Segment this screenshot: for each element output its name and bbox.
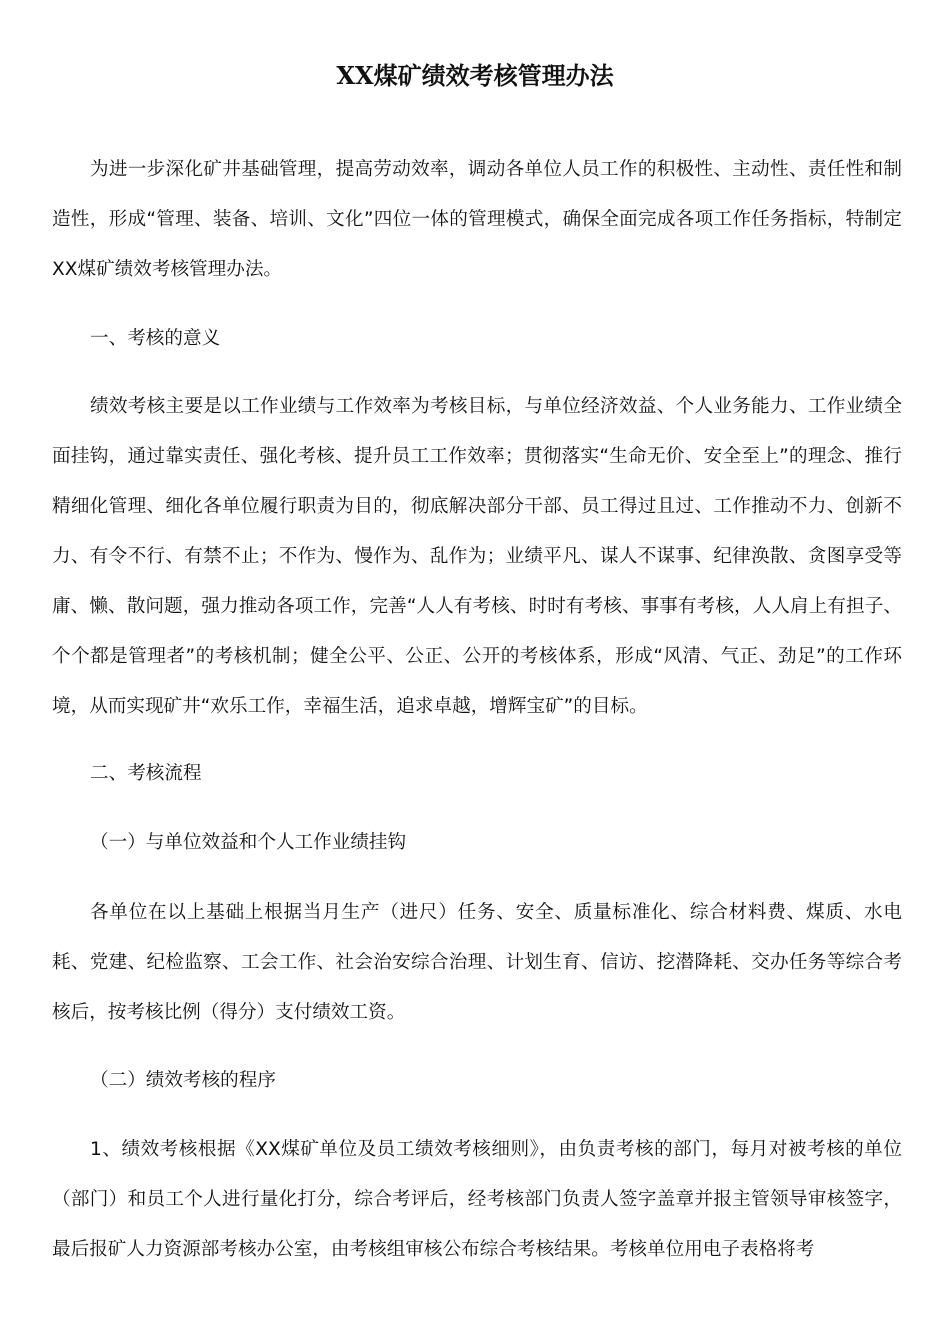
section-heading-significance: 一、考核的意义	[90, 328, 221, 349]
subsection-heading-procedure: （二）绩效考核的程序	[90, 1070, 276, 1091]
subsection-heading-linkage: （一）与单位效益和个人工作业绩挂钩	[90, 832, 407, 853]
intro-paragraph: 为进一步深化矿井基础管理，提高劳动效率，调动各单位人员工作的积极性、主动性、责任性和制造性，形成“管理、装备、培训、文化”四位一体的管理模式，确保全面完成各项工作任务指标，特制定XX煤矿绩效考核管理办法。	[52, 159, 902, 280]
procedure-item-1: 1、绩效考核根据《XX煤矿单位及员工绩效考核细则》，由负责考核的部门，每月对被考核的单位（部门）和员工个人进行量化打分，综合考评后，经考核部门负责人签字盖章并报主管领导审核签字，最后报矿人力资源部考核办公室，由考核组审核公布综合考核结果。考核单位用电子表格将考	[52, 1139, 902, 1260]
subsection-body-linkage: 各单位在以上基础上根据当月生产（进尺）任务、安全、质量标准化、综合材料费、煤质、水电耗、党建、纪检监察、工会工作、社会治安综合治理、计划生育、信访、挖潜降耗、交办任务等综合考核后，按考核比例（得分）支付绩效工资。	[52, 902, 902, 1023]
section-body-significance: 绩效考核主要是以工作业绩与工作效率为考核目标，与单位经济效益、个人业务能力、工作业绩全面挂钩，通过靠实责任、强化考核、提升员工工作效率；贯彻落实“生命无价、安全至上”的理念、推行精细化管理、细化各单位履行职责为目的，彻底解决部分干部、员工得过且过、工作推动不力、创新不力、有令不行、有禁不止；不作为、慢作为、乱作为；业绩平凡、谋人不谋事、纪律涣散、贪图享受等庸、懒、散问题，强力推动各项工作，完善“人人有考核、时时有考核、事事有考核，人人肩上有担子、个个都是管理者”的考核机制；健全公平、公正、公开的考核体系，形成“风清、气正、劲足”的工作环境，从而实现矿井“欢乐工作，幸福生活，追求卓越，增辉宝矿”的目标。	[52, 396, 902, 717]
document-title: XX煤矿绩效考核管理办法	[336, 61, 614, 90]
section-heading-process: 二、考核流程	[90, 763, 202, 784]
